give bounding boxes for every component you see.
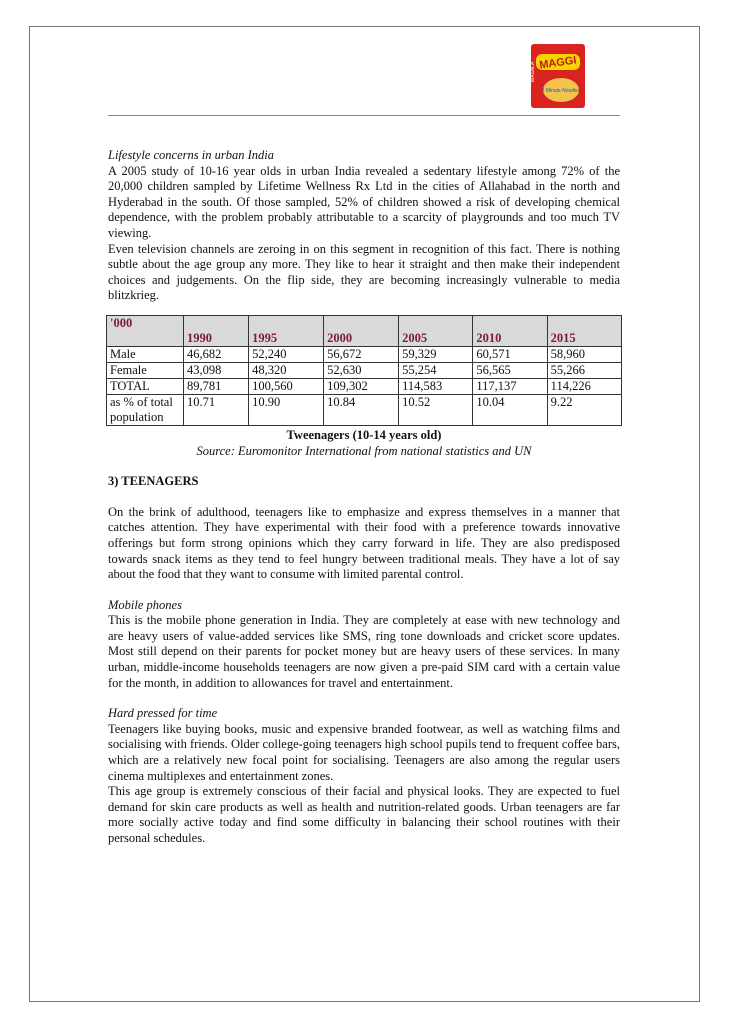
table-row-label: Male <box>107 346 184 362</box>
paragraph-mobile-phones: This is the mobile phone generation in India. They are completely at ease with new technology and are heavy users of value-added services like SMS, ring tone downloads and cricket score updates. Most still depend on their parents for pocket money but are heavy users of these services. In many urban, middle-income households teenagers are now given a pre-paid SIM card with a certain value for the month, in addition to allowances for travel and entertainment. <box>108 613 620 690</box>
paragraph-hard-pressed-2: This age group is extremely conscious of their facial and physical looks. They are expected to fuel demand for skin care products as well as health and nutrition-related goods. Urban teenagers are far more socially active today and find some difficulty in balancing their school routines with their personal schedules. <box>108 784 620 845</box>
table-cell: 10.90 <box>249 394 324 425</box>
table-cell: 100,560 <box>249 378 324 394</box>
table-cell: 117,137 <box>473 378 547 394</box>
paragraph-teenagers-intro: On the brink of adulthood, teenagers like to emphasize and express themselves in a manner that catches attention. They have experimental with their food with a preference towards innovative offerings but form strong opinions which they carry forward in life. They are also predisposed towards snack items as they tend to feel hungry between traditional meals. They have a lot of say about the food that they want to consume with limited parental control. <box>108 504 620 582</box>
table-unit-cell <box>107 315 184 346</box>
table-cell: 60,571 <box>473 346 547 362</box>
subheading-hard-pressed: Hard pressed for time <box>108 706 218 721</box>
table-row <box>107 346 622 362</box>
table-cell: 10.84 <box>324 394 399 425</box>
table-cell: 114,226 <box>547 378 621 394</box>
table-cell: 52,240 <box>249 346 324 362</box>
logo-tagline-text: 2 Minute Noodles <box>541 88 581 94</box>
table-cell: 114,583 <box>399 378 473 394</box>
header-divider <box>108 115 620 116</box>
table-cell: 56,672 <box>324 346 399 362</box>
section-title-teenagers: 3) TEENAGERS <box>108 474 199 489</box>
table-cell: 109,302 <box>324 378 399 394</box>
section-heading-lifestyle: Lifestyle concerns in urban India <box>108 148 274 162</box>
table-cell: 58,960 <box>547 346 621 362</box>
maggi-noodles-pack-logo <box>527 42 589 110</box>
table-year-header: 2015 <box>547 315 621 346</box>
paragraph-television: Even television channels are zeroing in on this segment in recognition of this fact. There is nothing subtle about the age group any more. They like to hear it straight and then make their independent choices and judgements. On the flip side, they are becoming increasingly vulnerable to media blitzkrieg. <box>108 241 620 303</box>
logo-variant-text: MASALA <box>530 61 536 82</box>
table-row <box>107 378 622 394</box>
table-cell: 9.22 <box>547 394 621 425</box>
table-row <box>107 362 622 378</box>
table-year-header: 1995 <box>249 315 324 346</box>
logo-brand-text: MAGGI <box>538 54 578 72</box>
table-row <box>107 394 622 425</box>
tweenagers-table <box>106 315 622 426</box>
table-year-header: 2000 <box>324 315 399 346</box>
table-unit-label: '000 <box>110 315 133 330</box>
table-year-header: 2010 <box>473 315 547 346</box>
table-row-label: Female <box>107 362 184 378</box>
table-caption: Tweenagers (10-14 years old) <box>286 427 442 442</box>
table-year-header: 1990 <box>184 315 249 346</box>
table-cell: 46,682 <box>184 346 249 362</box>
paragraph-lifestyle-study: A 2005 study of 10-16 year olds in urban India revealed a sedentary lifestyle among 72% of the 20,000 children sampled by Lifetime Wellness Rx Ltd in the cities of Allahabad in the north and Hyderabad in the south. Of those sampled, 52% of children showed a risk of developing chemical dependence, with the problem probably attributable to a scarcity of playgrounds and too much TV viewing. <box>108 163 620 240</box>
table-cell: 48,320 <box>249 362 324 378</box>
table-cell: 10.71 <box>184 394 249 425</box>
table-row-label: as % of total population <box>107 394 184 425</box>
table-cell: 43,098 <box>184 362 249 378</box>
table-header-row <box>107 315 622 346</box>
document-content <box>108 148 620 847</box>
table-year-header: 2005 <box>399 315 473 346</box>
table-cell: 56,565 <box>473 362 547 378</box>
table-row-label: TOTAL <box>107 378 184 394</box>
table-cell: 52,630 <box>324 362 399 378</box>
table-cell: 89,781 <box>184 378 249 394</box>
table-cell: 10.52 <box>399 394 473 425</box>
table-cell: 55,254 <box>399 362 473 378</box>
table-cell: 55,266 <box>547 362 621 378</box>
paragraph-hard-pressed-1: Teenagers like buying books, music and expensive branded footwear, as well as watching films and socialising with friends. Older college-going teenagers high school pupils tend to frequent coffee bars, which are a relatively new focal point for socialising. Teenagers are also among the regular users cinema multiplexes and entertainment zones. <box>108 721 620 783</box>
table-cell: 59,329 <box>399 346 473 362</box>
subheading-mobile-phones: Mobile phones <box>108 597 182 612</box>
table-cell: 10.04 <box>473 394 547 425</box>
table-source: Source: Euromonitor International from national statistics and UN <box>196 443 532 458</box>
